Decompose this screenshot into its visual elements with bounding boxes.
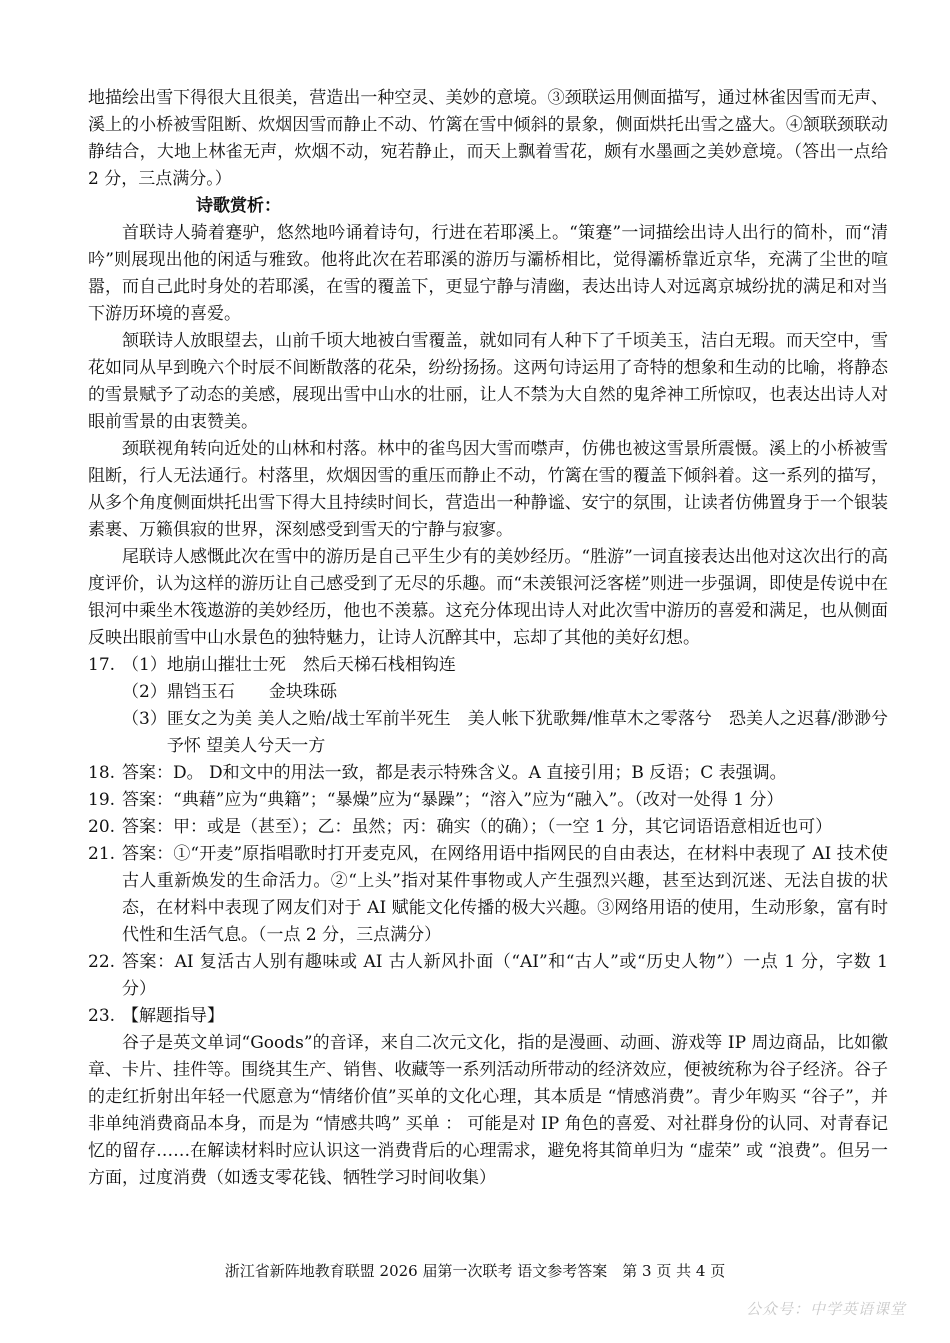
analysis-paragraph: 尾联诗人感慨此次在雪中的游历是自己平生少有的美妙经历。“胜游”一词直接表达出他对这次出行的高度评价，认为这样的游历让自己感受到了无尽的乐趣。而“未羡银河泛客槎”则进一步强调，即使是传说中在银河中乘坐木筏遨游的美妙经历，他也不羡慕。这充分体现出诗人对此次雪中游历的喜爱和满足，也从侧面反映出眼前雪中山水景色的独特魅力，让诗人沉醉其中，忘却了其他的美好幻想。: [88, 547, 888, 648]
section-heading-poetry-appreciation: 诗歌赏析：: [196, 196, 281, 216]
question-number: 17.: [88, 655, 116, 675]
page-footer: 浙江省新阵地教育联盟 2026 届第一次联考 语文参考答案 第 3 页 共 4 页: [224, 1262, 726, 1280]
sub-answer-text: 地崩山摧壮士死 然后天梯石栈相钩连: [166, 655, 456, 675]
q23-guidance-paragraph: 谷子是英文单词“Goods”的音译，来自二次元文化，指的是漫画、动画、游戏等 IP 周边商品，比如徽章、卡片、挂件等。围绕其生产、销售、收藏等一系列活动所带动的经济效应，便被统称为谷子经济。谷子的走红折射出年轻一代愿意为“情绪价值”买单的文化心理，其本质是 “情感消费”。青少年购买 “谷子”，并非单纯消费商品本身，而是为 “情感共鸣” 买单 ： 可能是对 IP 角色的喜爱、对社群身份的认同、对青春记忆的留存……在解读材料时应认识这一消费背后的心理需求，避免将其简单归为 “虚荣” 或 “浪费”。但另一方面，过度消费（如透支零花钱、牺牲学习时间收集）: [88, 1033, 888, 1188]
answer-text: 答案：AI 复活古人别有趣味或 AI 古人新风扑面（“AI”和“古人”或“历史人物”）一点 1 分，字数 1 分）: [122, 952, 888, 999]
answer-item: [88, 949, 888, 1003]
answer-item: [88, 760, 888, 787]
analysis-paragraph: 颔联诗人放眼望去，山前千顷大地被白雪覆盖，就如同有人种下了千顷美玉，洁白无瑕。而天空中，雪花如同从早到晚六个时辰不间断散落的花朵，纷纷扬扬。这两句诗运用了奇特的想象和生动的比喻，将静态的雪景赋予了动态的美感，展现出雪中山水的壮丽，让人不禁为大自然的鬼斧神工所惊叹，也表达出诗人对眼前雪景的由衷赞美。: [88, 331, 888, 432]
question-number: 23.: [88, 1006, 116, 1026]
answer-text: 答案：①“开麦”原指唱歌时打开麦克风，在网络用语中指网民的自由表达，在材料中表现了 AI 技术使古人重新焕发的生命活力。②“上头”指对某件事物或人产生强烈兴趣，甚至达到沉迷、无法自拔的状态，在材料中表现了网友们对于 AI 赋能文化传播的极大兴趣。③网络用语的使用，生动形象，富有时代性和生活气息。（一点 2 分，三点满分）: [122, 844, 888, 945]
question-number: 22.: [88, 952, 116, 972]
answer-text: 答案：甲：或是（甚至）；乙：虽然；丙：确实（的确）；（一空 1 分，其它词语语意相近也可）: [122, 817, 833, 837]
watermark-text: 公众号：中学英语课堂: [745, 1300, 906, 1318]
question-number: 20.: [88, 817, 116, 837]
question-number: 18.: [88, 763, 116, 783]
answer-text: 答案：“典藉”应为“典籍”；“暴燥”应为“暴躁”；“溶入”应为“融入”。（改对一处得 1 分）: [122, 790, 784, 810]
analysis-paragraph: 首联诗人骑着蹇驴，悠然地吟诵着诗句，行进在若耶溪上。“策蹇”一词描绘出诗人出行的简朴，而“清吟”则展现出他的闲适与雅致。他将此次在若耶溪的游历与灞桥相比，觉得灞桥靠近京华，充满了尘世的喧嚣，而自己此时身处的若耶溪，在雪的覆盖下，更显宁静与清幽，表达出诗人对远离京城纷扰的满足和对当下游历环境的喜爱。: [88, 223, 888, 324]
answer-item: [88, 1003, 888, 1030]
answer-item: [88, 787, 888, 814]
answer-item: [88, 841, 888, 949]
sub-answer-label: （1）: [122, 655, 167, 675]
question-number: 21.: [88, 844, 116, 864]
page-content: [88, 85, 888, 1192]
question-17: [88, 652, 888, 760]
answer-item: [88, 814, 888, 841]
question-number: 19.: [88, 790, 116, 810]
answer-text: 【解题指导】: [122, 1006, 224, 1026]
sub-answer: [122, 706, 888, 760]
sub-answer-label: （2）: [122, 682, 167, 702]
sub-answer-label: （3）: [122, 709, 167, 729]
answer-text: 答案：D。 D和文中的用法一致，都是表示特殊含义。A 直接引用；B 反语；C 表强调。: [122, 763, 787, 783]
question-17-body: [122, 652, 888, 760]
sub-answer: [122, 652, 888, 679]
sub-answer-text: 匪女之为美 美人之贻/战士军前半死生 美人帐下犹歌舞/惟草木之零落兮 恐美人之迟暮/渺渺兮予怀 望美人兮天一方: [166, 709, 888, 756]
analysis-paragraph: 颈联视角转向近处的山林和村落。林中的雀鸟因大雪而噤声，仿佛也被这雪景所震慑。溪上的小桥被雪阻断，行人无法通行。村落里，炊烟因雪的重压而静止不动，竹篱在雪的覆盖下倾斜着。这一系列的描写，从多个角度侧面烘托出雪下得大且持续时间长，营造出一种静谧、安宁的氛围，让读者仿佛置身于一个银装素裹、万籁俱寂的世界，深刻感受到雪天的宁静与寂寥。: [88, 439, 888, 540]
paragraph-top: 地描绘出雪下得很大且很美，营造出一种空灵、美妙的意境。③颈联运用侧面描写，通过林雀因雪而无声、溪上的小桥被雪阻断、炊烟因雪而静止不动、竹篱在雪中倾斜的景象，侧面烘托出雪之盛大。④颔联颈联动静结合，大地上林雀无声，炊烟不动，宛若静止，而天上飘着雪花，颇有水墨画之美妙意境。（答出一点给 2 分，三点满分。）: [88, 88, 888, 189]
sub-answer-text: 鼎铛玉石 金块珠砾: [166, 682, 337, 702]
sub-answer: [122, 679, 888, 706]
